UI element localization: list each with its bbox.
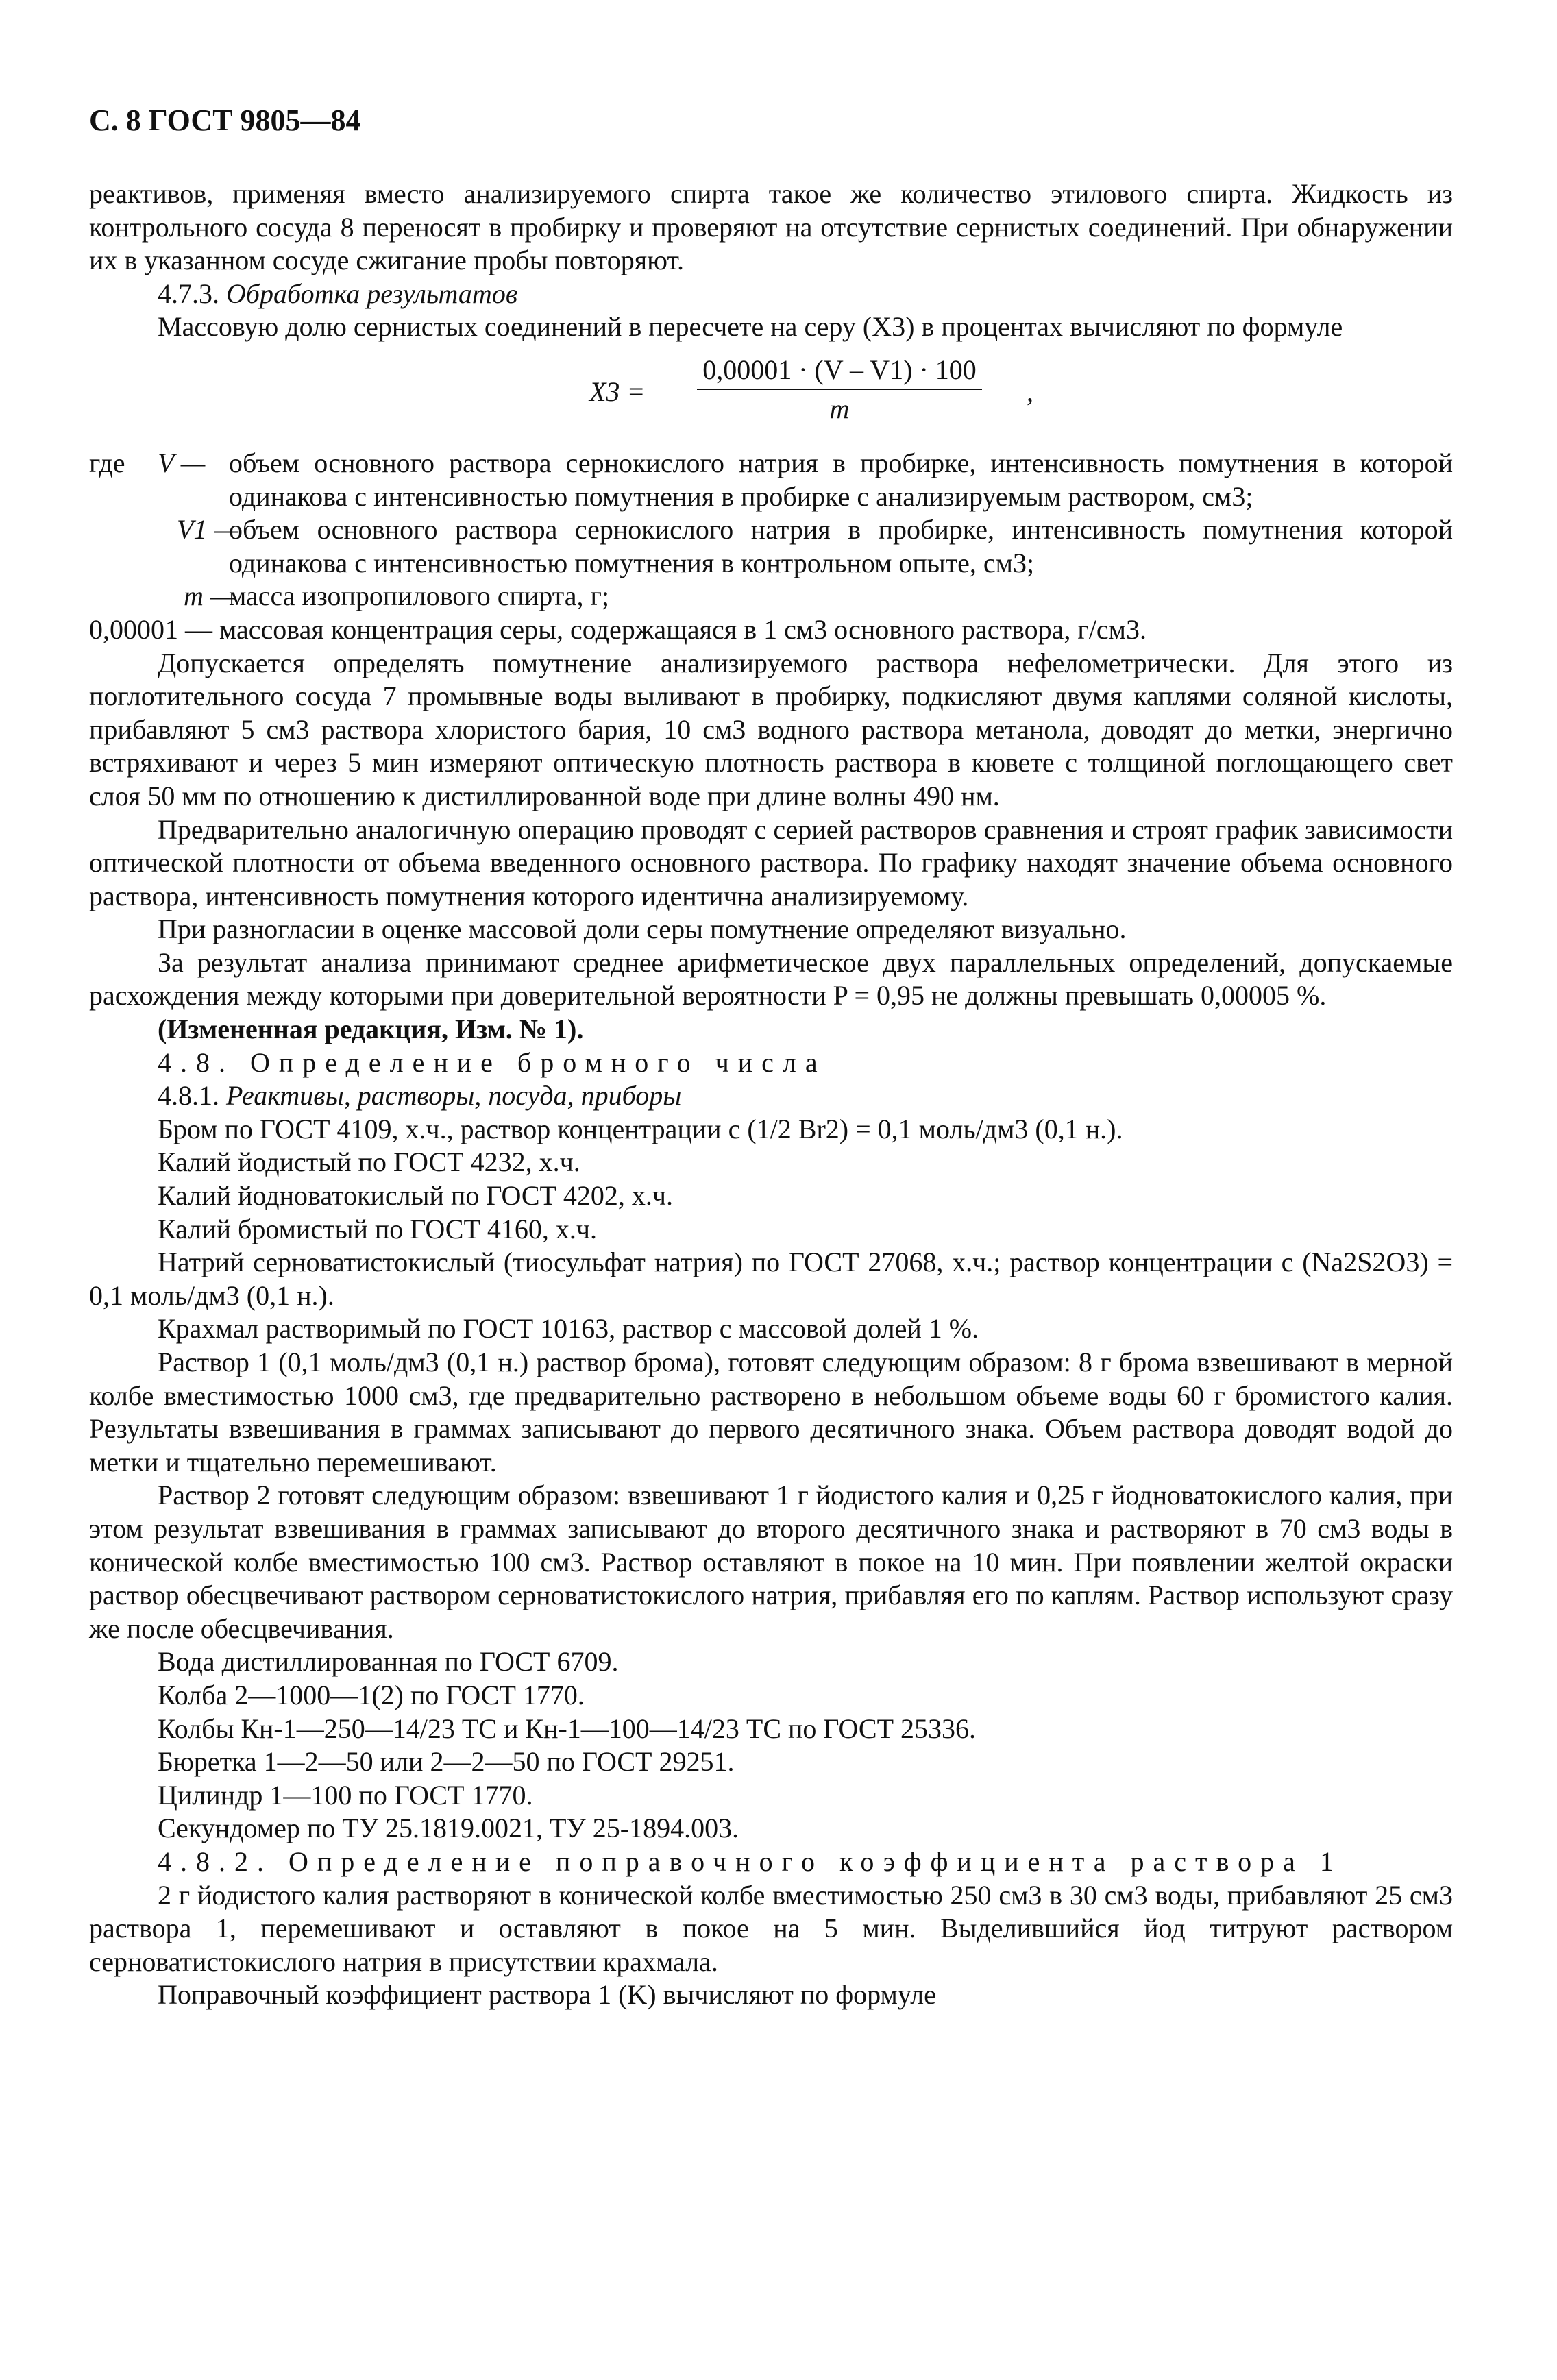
paragraph-result: За результат анализа принимают среднее арифметическое двух параллельных определений, допускаемые расхождения между которыми при доверительной вероятности P = 0,95 не должны превышать 0,00005 %. <box>89 946 1453 1011</box>
formula-lhs: X3 = <box>589 376 646 407</box>
paragraph-mass-fraction: Массовую долю сернистых соединений в пересчете на серу (X3) в процентах вычисляют по формуле <box>158 311 1343 343</box>
definition-constant: 0,00001 — массовая концентрация серы, содержащаяся в 1 см3 основного раствора, г/см3. <box>89 613 1147 645</box>
formula-comma: , <box>1027 376 1033 407</box>
formula-denominator: m <box>829 393 850 424</box>
equipment-item: Бюретка 1—2—50 или 2—2—50 по ГОСТ 29251. <box>158 1746 735 1778</box>
paragraph-nephelometric: Допускается определять помутнение анализируемого раствора нефелометрически. Для этого из поглотительного сосуда 7 промывные воды выливают в пробирку, подкисляют двумя каплями соляной кислоты, прибавляют 5 см3 раствора хлористого бария, 10 см3 водного раствора метанола, доводят до метки, энергично встряхивают и через 5 мин измеряют оптическую плотность раствора в кювете с толщиной поглощающего свет слоя 50 мм по отношению к дистиллированной воде при длине волны 490 нм. <box>89 647 1453 811</box>
section-4-8-1-heading <box>89 1079 1453 1113</box>
document-page <box>89 103 1453 2012</box>
equipment-item: Колба 2—1000—1(2) по ГОСТ 1770. <box>158 1679 585 1710</box>
paragraph-disagreement: При разногласии в оценке массовой доли серы помутнение определяют визуально. <box>158 913 1127 945</box>
section-4-8-2-heading: 4.8.2. Определение поправочного коэффициента раствора 1 <box>158 1845 1343 1877</box>
formula-fraction <box>668 354 1011 425</box>
paragraph-reagents-intro: реактивов, применяя вместо анализируемого спирта такое же количество этилового спирта. Жидкость из контрольного сосуда 8 переносят в пробирку и проверяют на отсутствие сернистых соединений. При обнаружении их в указанном сосуде сжигание пробы повторяют. <box>89 178 1453 276</box>
section-title: Обработка результатов <box>226 278 518 309</box>
section-4-8-heading: 4.8. Определение бромного числа <box>158 1046 826 1078</box>
page-header: С. 8 ГОСТ 9805—84 <box>89 103 361 137</box>
variable-definitions <box>89 447 1453 647</box>
reagent-item: Калий бромистый по ГОСТ 4160, х.ч. <box>158 1213 597 1244</box>
definition-term: V — <box>158 447 206 478</box>
definition-term: m — <box>184 580 235 612</box>
definition-v1 <box>89 513 1453 580</box>
definition-term: V1 — <box>177 514 238 545</box>
reagent-starch: Крахмал растворимый по ГОСТ 10163, раствор с массовой долей 1 %. <box>158 1313 979 1345</box>
section-4-7-3-heading <box>89 278 1453 311</box>
reagent-item: Бром по ГОСТ 4109, х.ч., раствор концентрации с (1/2 Br2) = 0,1 моль/дм3 (0,1 н.). <box>158 1113 1123 1144</box>
paragraph-solution-2: Раствор 2 готовят следующим образом: взвешивают 1 г йодистого калия и 0,25 г йодноватокислого калия, при этом результат взвешивания в граммах записывают до второго десятичного знака и растворяют в 70 см3 воды в конической колбе вместимостью 100 см3. Раствор оставляют в покое на 10 мин. При появлении желтой окраски раствор обесцвечивают раствором серноватистокислого натрия, прибавляя его по каплям. Раствор используют сразу же после обесцвечивания. <box>89 1480 1453 1644</box>
formula-x3 <box>89 344 1453 447</box>
equipment-item: Секундомер по ТУ 25.1819.0021, ТУ 25-1894.003. <box>158 1813 739 1844</box>
definition-text: масса изопропилового спирта, г; <box>229 580 609 612</box>
where-label: где <box>89 447 125 478</box>
reagent-sodium-thiosulfate: Натрий серноватистокислый (тиосульфат натрия) по ГОСТ 27068, х.ч.; раствор концентрации с (Na2S2O3) = 0,1 моль/дм3 (0,1 н.). <box>89 1247 1453 1311</box>
definition-m <box>89 580 1453 613</box>
paragraph-solution-1: Раствор 1 (0,1 моль/дм3 (0,1 н.) раствор брома), готовят следующим образом: 8 г брома взвешивают в мерной колбе вместимостью 1000 см3, где предварительно растворено в небольшом объеме воды 60 г бромистого калия. Результаты взвешивания в граммах записывают до первого десятичного знака. Объем раствора доводят водой до метки и тщательно перемешивают. <box>89 1347 1453 1477</box>
reagent-item: Калий йодистый по ГОСТ 4232, х.ч. <box>158 1146 580 1178</box>
paragraph-correction-formula: Поправочный коэффициент раствора 1 (K) вычисляют по формуле <box>158 1979 936 2011</box>
definition-text: объем основного раствора сернокислого натрия в пробирке, интенсивность помутнения в которой одинакова с интенсивностью помутнения в пробирке с анализируемым раствором, см3; <box>229 447 1453 512</box>
equipment-item: Вода дистиллированная по ГОСТ 6709. <box>158 1646 619 1678</box>
section-title: Реактивы, растворы, посуда, приборы <box>226 1080 682 1112</box>
formula-numerator: 0,00001 · (V – V1) · 100 <box>697 354 982 390</box>
section-number: 4.8.1. <box>158 1080 219 1112</box>
definition-text: объем основного раствора сернокислого натрия в пробирке, интенсивность помутнения которой одинакова с интенсивностью помутнения в контрольном опыте, см3; <box>229 514 1453 578</box>
paragraph-correction-procedure: 2 г йодистого калия растворяют в конической колбе вместимостью 250 см3 в 30 см3 воды, прибавляют 25 см3 раствора 1, перемешивают и оставляют в покое на 5 мин. Выделившийся йод титруют раствором серноватистокислого натрия в присутствии крахмала. <box>89 1879 1453 1977</box>
equipment-item: Колбы Кн-1—250—14/23 ТС и Кн-1—100—14/23 ТС по ГОСТ 25336. <box>158 1713 977 1744</box>
amendment-note: (Измененная редакция, Изм. № 1). <box>158 1014 584 1045</box>
reagent-item: Калий йодноватокислый по ГОСТ 4202, х.ч. <box>158 1180 674 1212</box>
equipment-item: Цилиндр 1—100 по ГОСТ 1770. <box>158 1779 533 1811</box>
paragraph-preliminary: Предварительно аналогичную операцию проводят с серией растворов сравнения и строят график зависимости оптической плотности от объема введенного основного раствора. По графику находят значение объема основного раствора, интенсивность помутнения которого идентична анализируемому. <box>89 813 1453 911</box>
section-number: 4.7.3. <box>158 278 219 309</box>
definition-v <box>89 447 1453 513</box>
